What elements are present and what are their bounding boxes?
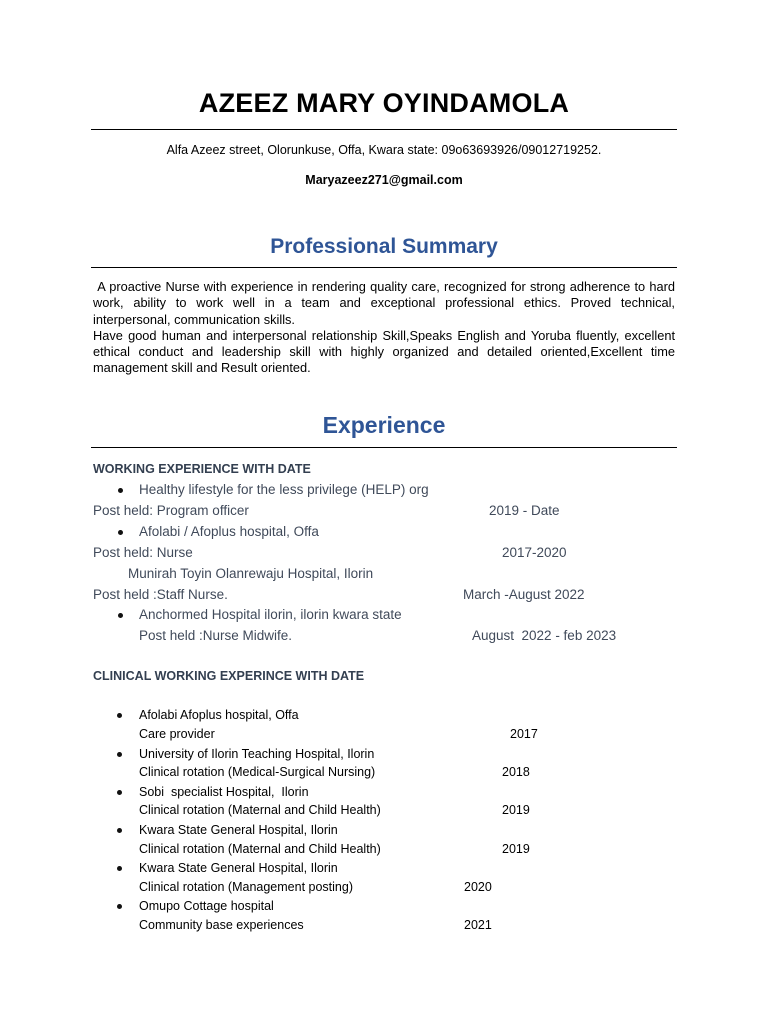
summary-title: Professional Summary: [270, 235, 498, 258]
job-date: 2019 - Date: [489, 503, 560, 518]
bullet-icon: [117, 713, 122, 718]
experience-divider: [91, 447, 677, 448]
clinical-year: 2019: [502, 803, 530, 817]
clinical-year: 2021: [464, 918, 492, 932]
job-role: Post held: Nurse: [93, 545, 193, 560]
header-divider: [91, 129, 677, 130]
job-date: March -August 2022: [463, 587, 585, 602]
candidate-name: AZEEZ MARY OYINDAMOLA: [198, 88, 570, 118]
contact-email: Maryazeez271@gmail.com: [305, 173, 463, 187]
bullet-icon: [117, 828, 122, 833]
clinical-role: Clinical rotation (Maternal and Child Health): [139, 842, 381, 856]
clinical-role: Clinical rotation (Management posting): [139, 880, 353, 894]
job-role: Post held: Program officer: [93, 503, 249, 518]
clinical-role: Clinical rotation (Maternal and Child Health): [139, 803, 381, 817]
clinical-place: Kwara State General Hospital, Ilorin: [139, 823, 338, 837]
clinical-year: 2019: [502, 842, 530, 856]
clinical-year: 2017: [510, 727, 538, 741]
experience-title: Experience: [322, 412, 446, 438]
clinical-place: Kwara State General Hospital, Ilorin: [139, 861, 338, 875]
clinical-place: University of Ilorin Teaching Hospital, Ilorin: [139, 747, 375, 761]
clinical-role: Clinical rotation (Medical-Surgical Nursing): [139, 765, 376, 779]
job-org: Healthy lifestyle for the less privilege (HELP) org: [139, 482, 429, 497]
contact-address: Alfa Azeez street, Olorunkuse, Offa, Kwara state: 09o63693926/09012719252.: [166, 143, 602, 157]
clinical-place: Sobi specialist Hospital, Ilorin: [139, 785, 309, 799]
summary-paragraph-2: Have good human and interpersonal relationship Skill,Speaks English and Yoruba fluently, excellent ethical conduct and leadership skill with highly organized and detailed oriented,Excellent time management skill and Result oriented.: [93, 327, 675, 376]
bullet-icon: [117, 752, 122, 757]
job-role: Post held :Staff Nurse.: [93, 587, 228, 602]
clinical-experience-heading: CLINICAL WORKING EXPERINCE WITH DATE: [93, 669, 365, 683]
bullet-icon: [118, 530, 123, 535]
bullet-icon: [117, 904, 122, 909]
clinical-role: Care provider: [139, 727, 215, 741]
clinical-place: Afolabi Afoplus hospital, Offa: [139, 708, 299, 722]
job-role: Post held :Nurse Midwife.: [139, 628, 293, 643]
job-org: Afolabi / Afoplus hospital, Offa: [139, 524, 319, 539]
clinical-year: 2018: [502, 765, 530, 779]
summary-body: [93, 279, 679, 377]
job-org: Munirah Toyin Olanrewaju Hospital, Ilorin: [128, 566, 374, 581]
summary-paragraph-1: A proactive Nurse with experience in rendering quality care, recognized for strong adherence to hard work, ability to work well in a team and exceptional professional ethics. Proved technical, interpersonal, communication skills.: [93, 279, 679, 327]
bullet-icon: [118, 488, 123, 493]
clinical-place: Omupo Cottage hospital: [139, 899, 274, 913]
clinical-year: 2020: [464, 880, 492, 894]
job-date: 2017-2020: [502, 545, 567, 560]
bullet-icon: [117, 866, 122, 871]
summary-divider: [91, 267, 677, 268]
bullet-icon: [117, 790, 122, 795]
job-date: August 2022 - feb 2023: [472, 628, 617, 643]
clinical-role: Community base experiences: [139, 918, 304, 932]
job-org: Anchormed Hospital ilorin, ilorin kwara state: [139, 607, 402, 622]
bullet-icon: [118, 613, 123, 618]
working-experience-heading: WORKING EXPERIENCE WITH DATE: [93, 462, 311, 476]
